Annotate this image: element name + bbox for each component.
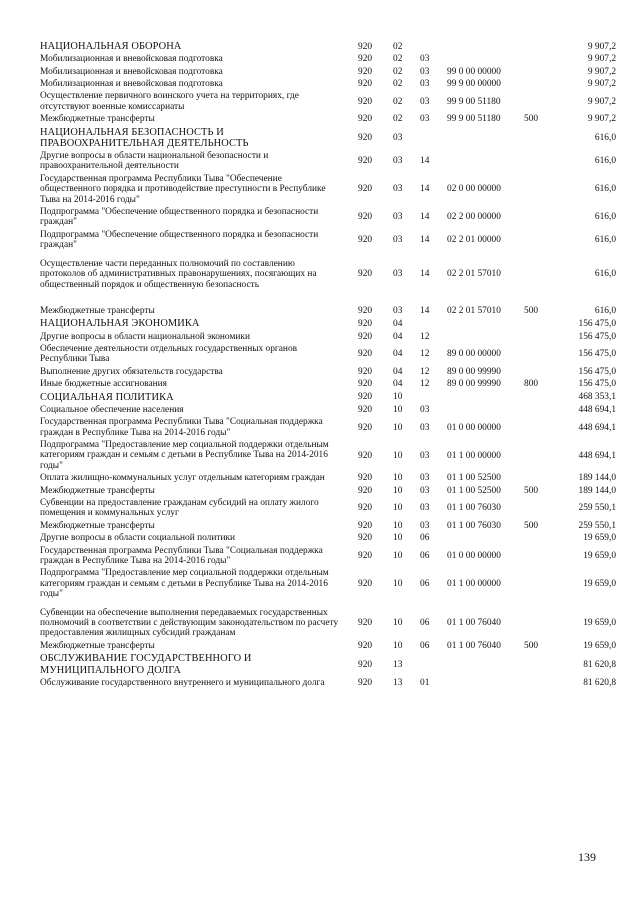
- cell-sum: 9 907,2: [587, 114, 616, 125]
- table-row: [40, 416, 620, 439]
- cell-csr: 89 0 00 99990: [447, 366, 501, 377]
- table-row: [40, 53, 620, 65]
- cell-pr: 03: [420, 450, 430, 461]
- cell-sum: 156 475,0: [578, 349, 616, 360]
- cell-ved: 920: [358, 578, 373, 589]
- cell-rz: 10: [393, 404, 403, 415]
- row-name: Подпрограмма "Предоставление мер социальной поддержки отдельным категориям граждан и семьям с детьми в Республике Тыва на 2014-2016 годы": [40, 439, 329, 471]
- row-name: СОЦИАЛЬНАЯ ПОЛИТИКА: [40, 391, 174, 403]
- cell-rz: 02: [393, 54, 403, 65]
- cell-rz: 10: [393, 450, 403, 461]
- cell-rz: 02: [393, 66, 403, 77]
- row-name: Подпрограмма "Обеспечение общественного порядка и безопасности граждан": [40, 229, 319, 251]
- cell-csr: 99 9 00 00000: [447, 79, 501, 90]
- cell-pr: 03: [420, 96, 430, 107]
- cell-ved: 920: [358, 659, 373, 670]
- cell-sum: 9 907,2: [587, 54, 616, 65]
- cell-sum: 616,0: [594, 132, 616, 143]
- cell-ved: 920: [358, 269, 373, 280]
- cell-csr: 99 9 00 51180: [447, 96, 501, 107]
- row-name: Подпрограмма "Предоставление мер социальной поддержки отдельным категориям граждан и семьям с детьми в Республике Тыва на 2014-2016 годы": [40, 568, 329, 600]
- table-row: [40, 173, 620, 206]
- table-row: [40, 472, 620, 484]
- cell-vr: 500: [524, 640, 539, 651]
- cell-pr: 06: [420, 640, 430, 651]
- cell-rz: 04: [393, 379, 403, 390]
- table-row: [40, 229, 620, 252]
- cell-pr: 03: [420, 473, 430, 484]
- cell-rz: 03: [393, 235, 403, 246]
- row-name: Выполнение других обязательств государства: [40, 366, 223, 377]
- budget-table: [40, 40, 620, 689]
- cell-sum: 19 659,0: [583, 578, 616, 589]
- row-name: Иные бюджетные ассигнования: [40, 379, 167, 390]
- cell-rz: 10: [393, 503, 403, 514]
- cell-ved: 920: [358, 520, 373, 531]
- cell-sum: 81 620,8: [583, 659, 616, 670]
- table-row: [40, 366, 620, 378]
- row-name: Межбюджетные трансферты: [40, 520, 155, 531]
- cell-csr: 01 1 00 52500: [447, 473, 501, 484]
- cell-rz: 10: [393, 473, 403, 484]
- cell-sum: 9 907,2: [587, 96, 616, 107]
- cell-pr: 14: [420, 156, 430, 167]
- row-name: Государственная программа Республики Тыва "Обеспечение общественного порядка и противодействие преступности в Республике Тыва на 2014-2016 годы": [40, 173, 326, 205]
- table-row: [40, 567, 620, 600]
- table-row: [40, 305, 620, 317]
- cell-sum: 448 694,1: [578, 450, 616, 461]
- cell-pr: 14: [420, 212, 430, 223]
- table-row: [40, 607, 620, 640]
- cell-pr: 03: [420, 520, 430, 531]
- cell-vr: 500: [524, 520, 539, 531]
- table-row: [40, 317, 620, 330]
- cell-sum: 259 550,1: [578, 520, 616, 531]
- table-row: [40, 331, 620, 343]
- cell-ved: 920: [358, 318, 373, 329]
- cell-csr: 02 2 01 57010: [447, 305, 501, 316]
- cell-ved: 920: [358, 41, 373, 52]
- cell-csr: 99 0 00 00000: [447, 66, 501, 77]
- cell-rz: 02: [393, 41, 403, 52]
- row-name: НАЦИОНАЛЬНАЯ ЭКОНОМИКА: [40, 318, 200, 330]
- cell-pr: 03: [420, 503, 430, 514]
- table-row: [40, 497, 620, 520]
- cell-rz: 04: [393, 349, 403, 360]
- cell-csr: 02 2 00 00000: [447, 212, 501, 223]
- cell-ved: 920: [358, 379, 373, 390]
- cell-ved: 920: [358, 503, 373, 514]
- cell-rz: 10: [393, 578, 403, 589]
- row-name: Межбюджетные трансферты: [40, 305, 155, 316]
- cell-pr: 03: [420, 422, 430, 433]
- cell-csr: 89 0 00 99990: [447, 379, 501, 390]
- table-row: [40, 90, 620, 113]
- cell-rz: 02: [393, 96, 403, 107]
- cell-pr: 14: [420, 235, 430, 246]
- cell-ved: 920: [358, 79, 373, 90]
- cell-rz: 03: [393, 132, 403, 143]
- cell-pr: 06: [420, 533, 430, 544]
- cell-rz: 04: [393, 318, 403, 329]
- table-row: [40, 150, 620, 173]
- row-name: Межбюджетные трансферты: [40, 640, 155, 651]
- cell-sum: 9 907,2: [587, 79, 616, 90]
- cell-sum: 616,0: [594, 156, 616, 167]
- cell-sum: 19 659,0: [583, 550, 616, 561]
- cell-rz: 10: [393, 422, 403, 433]
- cell-sum: 259 550,1: [578, 503, 616, 514]
- cell-rz: 02: [393, 79, 403, 90]
- cell-pr: 14: [420, 184, 430, 195]
- table-row: [40, 677, 620, 689]
- cell-ved: 920: [358, 132, 373, 143]
- table-row: [40, 652, 620, 676]
- cell-sum: 19 659,0: [583, 618, 616, 629]
- cell-csr: 99 9 00 51180: [447, 114, 501, 125]
- cell-csr: 01 0 00 00000: [447, 422, 501, 433]
- cell-sum: 189 144,0: [578, 485, 616, 496]
- cell-rz: 10: [393, 391, 403, 402]
- cell-sum: 19 659,0: [583, 533, 616, 544]
- cell-rz: 10: [393, 640, 403, 651]
- cell-vr: 500: [524, 305, 539, 316]
- cell-sum: 9 907,2: [587, 66, 616, 77]
- row-name: Мобилизационная и вневойсковая подготовка: [40, 66, 223, 77]
- row-name: Осуществление первичного воинского учета на территориях, где отсутствуют военные комиссариаты: [40, 91, 299, 112]
- cell-pr: 14: [420, 269, 430, 280]
- cell-ved: 920: [358, 404, 373, 415]
- cell-pr: 06: [420, 550, 430, 561]
- cell-pr: 12: [420, 366, 430, 377]
- cell-ved: 920: [358, 66, 373, 77]
- cell-vr: 500: [524, 485, 539, 496]
- table-row: [40, 532, 620, 544]
- table-row: [40, 439, 620, 472]
- row-name: Другие вопросы в области социальной политики: [40, 533, 236, 544]
- cell-pr: 14: [420, 305, 430, 316]
- row-name: Субвенции на обеспечение выполнения передаваемых государственных полномочий в соответствии с действующим законодательством по расчету предоставления жилищных субсидий гражданам: [40, 607, 339, 639]
- cell-pr: 06: [420, 618, 430, 629]
- row-name: Субвенции на предоставление гражданам субсидий на оплату жилого помещения и коммунальных услуг: [40, 498, 319, 519]
- cell-sum: 189 144,0: [578, 473, 616, 484]
- table-row: [40, 378, 620, 390]
- row-name: Мобилизационная и вневойсковая подготовка: [40, 79, 223, 90]
- cell-ved: 920: [358, 235, 373, 246]
- row-name: Государственная программа Республики Тыва "Социальная поддержка граждан в Республике Тыва на 2014-2016 годы": [40, 417, 323, 438]
- cell-ved: 920: [358, 212, 373, 223]
- row-name: ОБСЛУЖИВАНИЕ ГОСУДАРСТВЕННОГО И МУНИЦИПАЛЬНОГО ДОЛГА: [40, 653, 252, 676]
- cell-pr: 03: [420, 404, 430, 415]
- cell-rz: 10: [393, 618, 403, 629]
- table-row: [40, 40, 620, 53]
- cell-pr: 03: [420, 485, 430, 496]
- row-name: Обслуживание государственного внутреннего и муниципального долга: [40, 677, 325, 688]
- table-row: [40, 391, 620, 404]
- row-name: Мобилизационная и вневойсковая подготовка: [40, 54, 223, 65]
- row-name: Межбюджетные трансферты: [40, 114, 155, 125]
- table-row: [40, 640, 620, 652]
- cell-csr: 89 0 00 00000: [447, 349, 501, 360]
- cell-ved: 920: [358, 391, 373, 402]
- cell-sum: 156 475,0: [578, 366, 616, 377]
- table-row: [40, 520, 620, 532]
- table-row: [40, 404, 620, 416]
- cell-rz: 03: [393, 184, 403, 195]
- cell-rz: 02: [393, 114, 403, 125]
- cell-ved: 920: [358, 54, 373, 65]
- cell-csr: 01 1 00 52500: [447, 485, 501, 496]
- row-name: Социальное обеспечение населения: [40, 404, 184, 415]
- table-row: [40, 485, 620, 497]
- cell-csr: 02 2 01 00000: [447, 235, 501, 246]
- cell-ved: 920: [358, 331, 373, 342]
- cell-ved: 920: [358, 366, 373, 377]
- cell-sum: 19 659,0: [583, 640, 616, 651]
- cell-rz: 13: [393, 659, 403, 670]
- cell-csr: 01 1 00 00000: [447, 578, 501, 589]
- table-row: [40, 113, 620, 125]
- cell-ved: 920: [358, 618, 373, 629]
- cell-ved: 920: [358, 640, 373, 651]
- row-name: Другие вопросы в области национальной экономики: [40, 331, 250, 342]
- cell-ved: 920: [358, 305, 373, 316]
- cell-csr: 01 1 00 76030: [447, 503, 501, 514]
- cell-sum: 156 475,0: [578, 318, 616, 329]
- cell-sum: 616,0: [594, 269, 616, 280]
- cell-ved: 920: [358, 156, 373, 167]
- cell-rz: 04: [393, 366, 403, 377]
- row-name: Подпрограмма "Обеспечение общественного порядка и безопасности граждан": [40, 207, 319, 228]
- cell-ved: 920: [358, 677, 373, 688]
- row-name: Государственная программа Республики Тыва "Социальная поддержка граждан в Республике Тыва на 2014-2016 годы": [40, 545, 323, 567]
- cell-sum: 616,0: [594, 305, 616, 316]
- row-name: Осуществление части переданных полномочий по составлению протоколов об административных правонарушениях, посягающих на общественный порядок и общественную безопасность: [40, 258, 317, 290]
- cell-sum: 468 353,1: [578, 391, 616, 402]
- cell-pr: 12: [420, 349, 430, 360]
- row-name: Оплата жилищно-коммунальных услуг отдельным категориям граждан: [40, 473, 325, 484]
- cell-rz: 10: [393, 520, 403, 531]
- cell-vr: 800: [524, 379, 539, 390]
- cell-ved: 920: [358, 533, 373, 544]
- cell-ved: 920: [358, 114, 373, 125]
- cell-csr: 01 0 00 00000: [447, 550, 501, 561]
- table-row: [40, 258, 620, 291]
- cell-sum: 156 475,0: [578, 331, 616, 342]
- cell-rz: 03: [393, 305, 403, 316]
- table-row: [40, 66, 620, 78]
- cell-sum: 448 694,1: [578, 422, 616, 433]
- cell-ved: 920: [358, 184, 373, 195]
- row-name: Межбюджетные трансферты: [40, 485, 155, 496]
- cell-csr: 01 1 00 76040: [447, 640, 501, 651]
- cell-ved: 920: [358, 349, 373, 360]
- cell-rz: 10: [393, 550, 403, 561]
- table-row: [40, 126, 620, 150]
- row-name: НАЦИОНАЛЬНАЯ ОБОРОНА: [40, 41, 182, 52]
- cell-rz: 03: [393, 269, 403, 280]
- cell-csr: 01 1 00 76030: [447, 520, 501, 531]
- cell-rz: 10: [393, 485, 403, 496]
- cell-sum: 448 694,1: [578, 404, 616, 415]
- table-row: [40, 206, 620, 229]
- cell-pr: 01: [420, 677, 430, 688]
- cell-ved: 920: [358, 473, 373, 484]
- row-name: Другие вопросы в области национальной безопасности и правоохранительной деятельности: [40, 151, 269, 172]
- cell-pr: 06: [420, 578, 430, 589]
- cell-pr: 12: [420, 331, 430, 342]
- cell-pr: 12: [420, 379, 430, 390]
- cell-sum: 616,0: [594, 212, 616, 223]
- row-name: Обеспечение деятельности отдельных государственных органов Республики Тыва: [40, 343, 298, 365]
- cell-vr: 500: [524, 114, 539, 125]
- table-row: [40, 78, 620, 90]
- cell-csr: 02 2 01 57010: [447, 269, 501, 280]
- cell-ved: 920: [358, 450, 373, 461]
- table-row: [40, 545, 620, 568]
- cell-pr: 03: [420, 79, 430, 90]
- cell-pr: 03: [420, 114, 430, 125]
- cell-ved: 920: [358, 96, 373, 107]
- cell-sum: 81 620,8: [583, 677, 616, 688]
- cell-rz: 13: [393, 677, 403, 688]
- cell-ved: 920: [358, 422, 373, 433]
- cell-csr: 01 1 00 76040: [447, 618, 501, 629]
- cell-sum: 616,0: [594, 184, 616, 195]
- cell-ved: 920: [358, 550, 373, 561]
- cell-pr: 03: [420, 54, 430, 65]
- cell-pr: 03: [420, 66, 430, 77]
- page-number: 139: [578, 850, 596, 864]
- cell-rz: 04: [393, 331, 403, 342]
- cell-sum: 9 907,2: [587, 41, 616, 52]
- cell-sum: 616,0: [594, 235, 616, 246]
- cell-csr: 02 0 00 00000: [447, 184, 501, 195]
- cell-ved: 920: [358, 485, 373, 496]
- cell-rz: 10: [393, 533, 403, 544]
- cell-csr: 01 1 00 00000: [447, 450, 501, 461]
- row-name: НАЦИОНАЛЬНАЯ БЕЗОПАСНОСТЬ И ПРАВООХРАНИТЕЛЬНАЯ ДЕЯТЕЛЬНОСТЬ: [40, 126, 249, 149]
- cell-rz: 03: [393, 156, 403, 167]
- table-row: [40, 343, 620, 366]
- cell-rz: 03: [393, 212, 403, 223]
- cell-sum: 156 475,0: [578, 379, 616, 390]
